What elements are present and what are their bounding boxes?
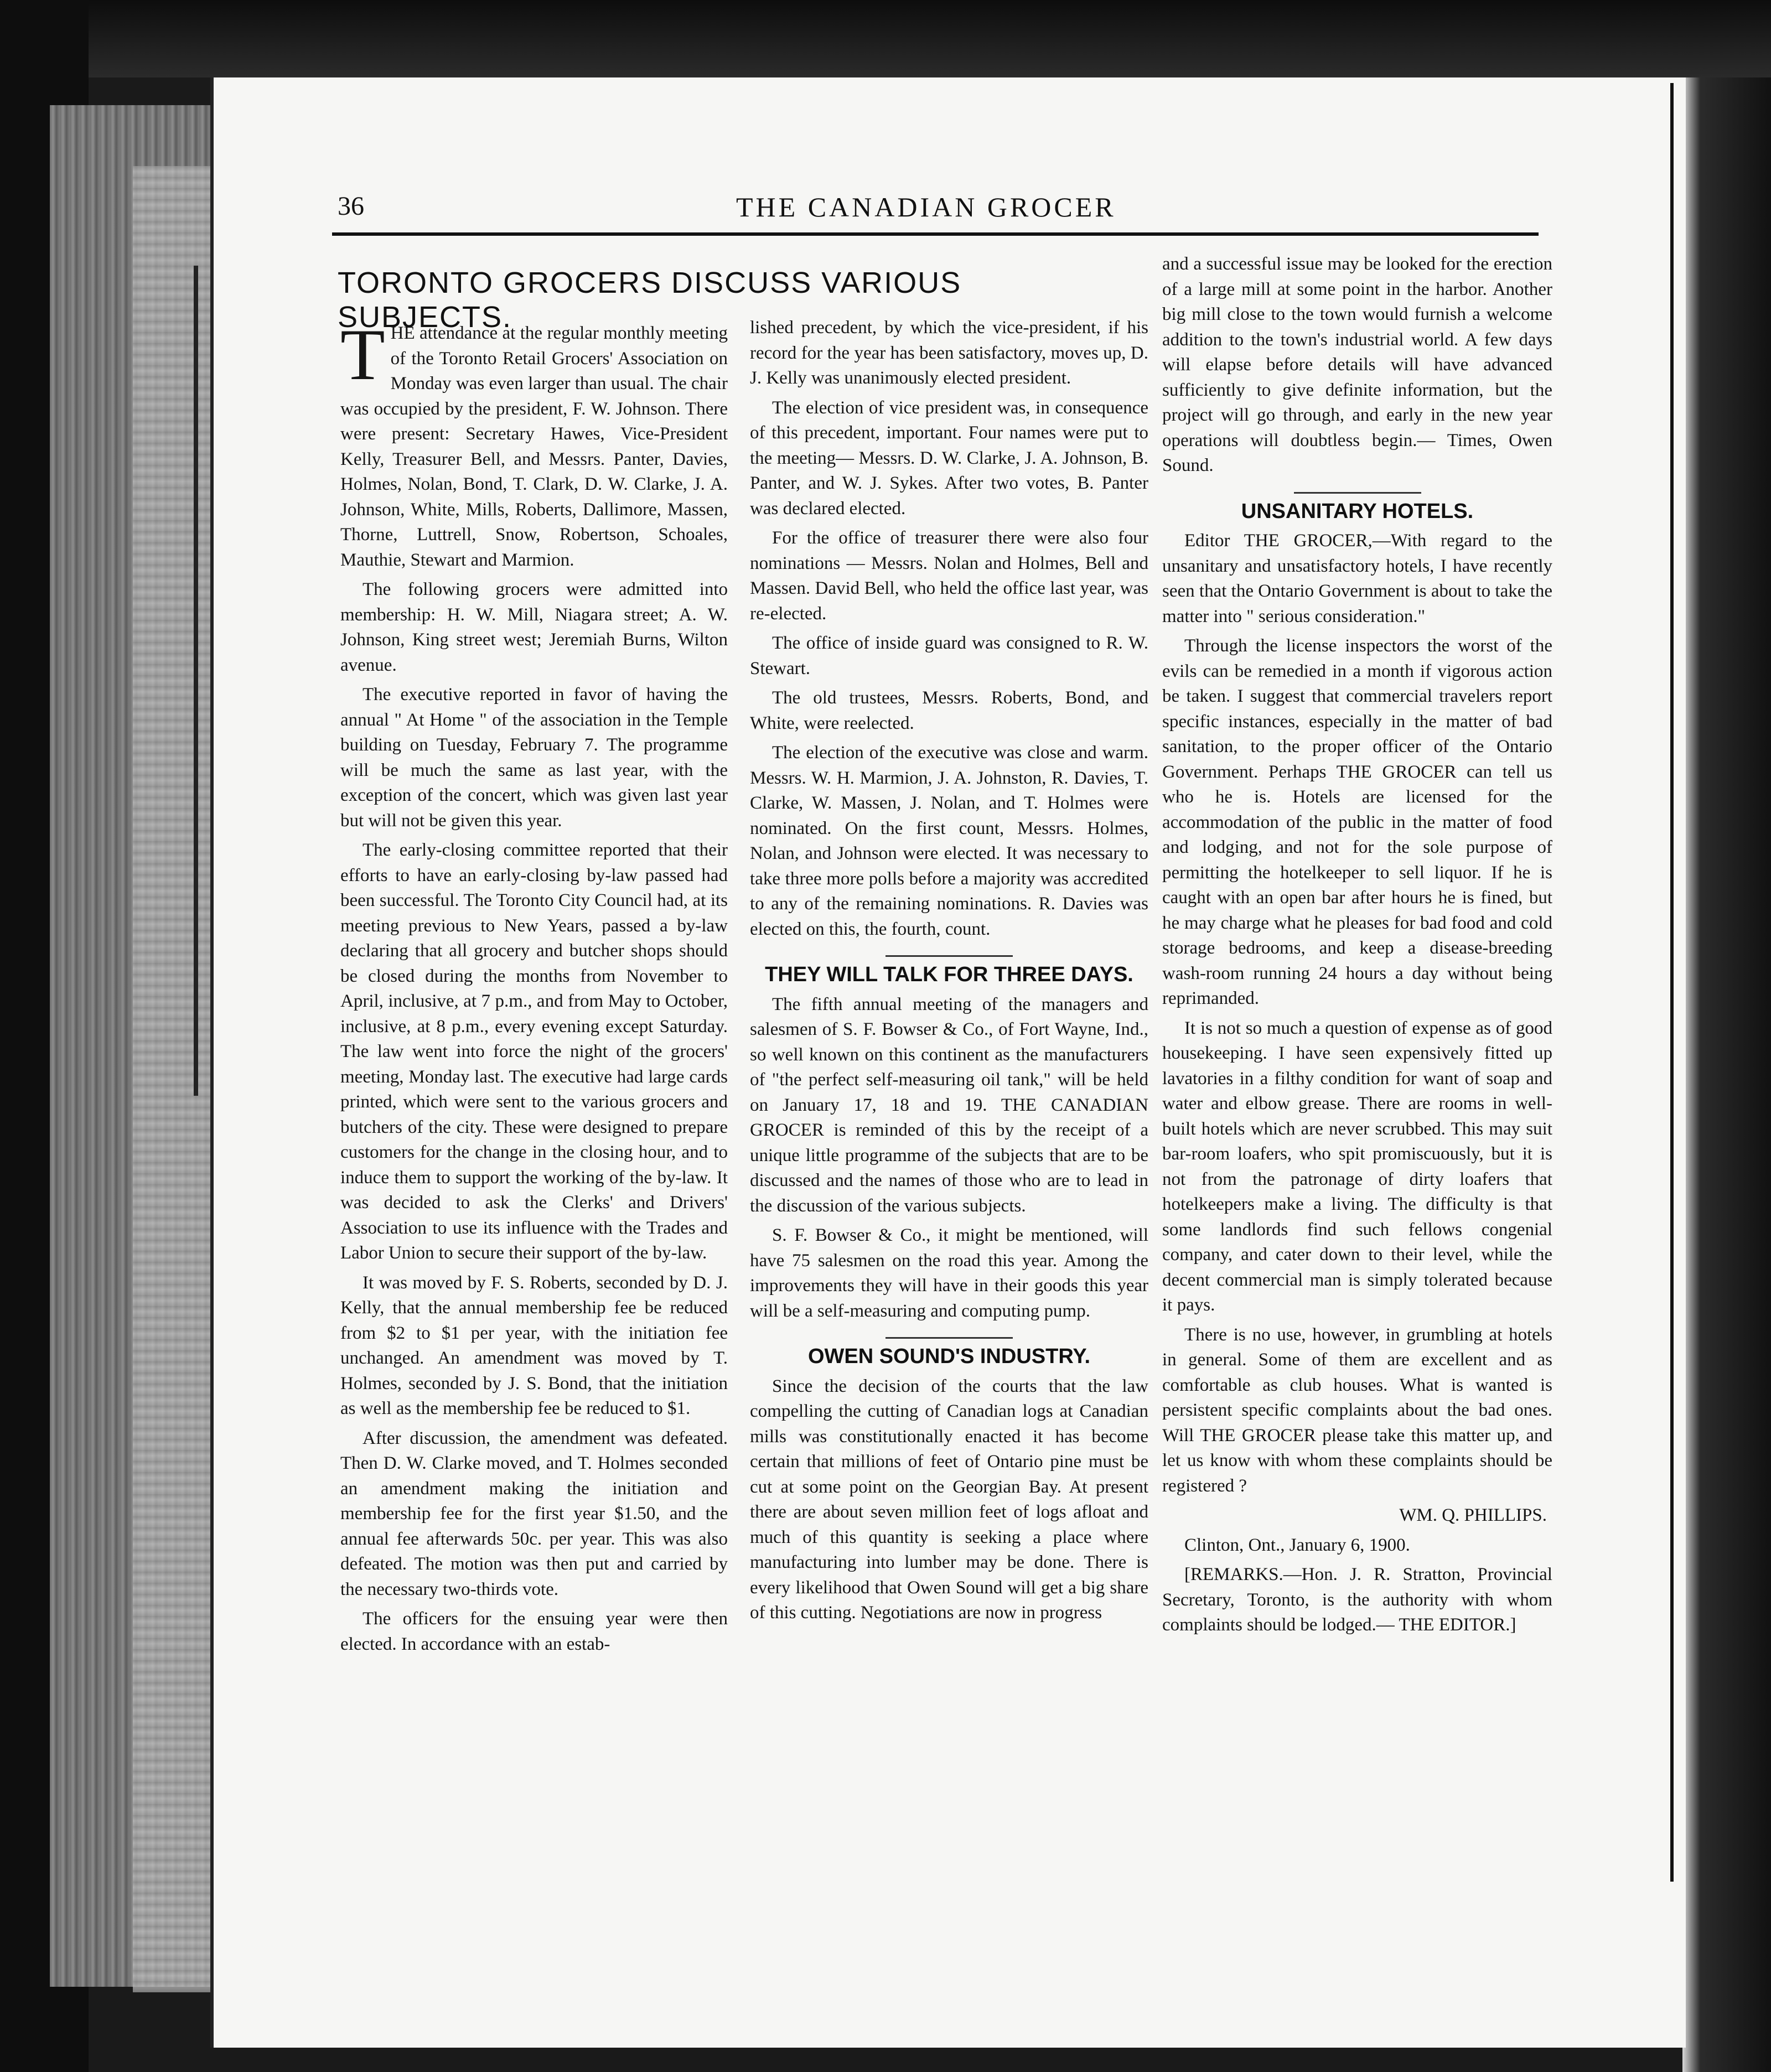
article-paragraph: The following grocers were admitted into membership: H. W. Mill, Niagara street; A. W. Johnson, King street west; Jeremiah Burns, Wilton avenue. (340, 579, 728, 675)
article-paragraph: Editor THE GROCER,—With regard to the unsanitary and unsatisfactory hotels, I have recently seen that the Ontario Government is about to take the matter into " serious consideration." (1162, 531, 1552, 626)
article-paragraph: After discussion, the amendment was defeated. Then D. W. Clarke moved, and T. Holmes seconded an amendment making the initiation and membership fee for the first year $1.50, and the annual fee afterwards 50c. per year. This was also defeated. The motion was then put and carried by the necessary two-thirds vote. (340, 1428, 728, 1599)
article-paragraph: The old trustees, Messrs. Roberts, Bond, and White, were reelected. (750, 688, 1148, 733)
page-right-rule (1670, 83, 1674, 1882)
article-paragraph: S. F. Bowser & Co., it might be mentioned, will have 75 salesmen on the road this year. Among the improvements they will have in their goods this year will be a self-measuring and computing pump. (750, 1225, 1148, 1321)
article-paragraph: It was moved by F. S. Roberts, seconded by D. J. Kelly, that the annual membership fee be reduced from $2 to $1 per year, with the initiation fee unchanged. An amendment was moved by T. Holmes, seconded by J. S. Bond, that the initiation as well as the membership fee be reduced to $1. (340, 1272, 728, 1418)
article-paragraph: The election of the executive was close and warm. Messrs. W. H. Marmion, J. A. Johnston, R. Davies, T. Clarke, W. Massen, J. Nolan, and T. Holmes were nominated. On the first count, Messrs. Holmes, Nolan, and Johnson were elected. It was necessary to take three more polls before a majority was accredited to any of the remaining nominations. R. Davies was elected on this, the fourth, count. (750, 743, 1148, 939)
article-paragraph: Since the decision of the courts that the law compelling the cutting of Canadian logs at Canadian mills was constitutionally enacted it has become certain that millions of feet of Ontario pine must be cut at some point on the Georgian Bay. At present there are about seven million feet of logs afloat and much of this quantity is seeking a place where manufacturing into lumber may be done. There is every likelihood that Owen Sound will get a big share of this cutting. Negotiations are now in progress (750, 1376, 1148, 1623)
letter-signature: WM. Q. PHILLIPS. (1399, 1505, 1547, 1525)
page-number: 36 (338, 191, 364, 221)
article-paragraph: and a successful issue may be looked for the erection of a large mill at some point in the harbor. Another big mill close to the town would furnish a welcome addition to the town's industrial world. A few days will elapse before details will have advanced sufficiently to give definite information, but the project will go through, and early in the new year operations will doubtless begin.— Times, Owen Sound. (1162, 254, 1552, 475)
column-1 (340, 314, 728, 1661)
book-page-edges-inner (133, 166, 210, 1992)
article-paragraph: Through the license inspectors the worst of the evils can be remedied in a month if vigorous action be taken. I suggest that commercial travelers report specific instances, especially in the matter of bad sanitation, to the proper officer of the Ontario Government. Perhaps THE GROCER can tell us who he is. Hotels are licensed for the accommodation of the public in the matter of food and lodging, and not for the sole purpose of permitting the hotelkeeper to sell liquor. If he is caught with an open bar after hours he is fined, but he may charge what he pleases for bad food and cold storage bedrooms, and keep a disease-breeding wash-room running 24 hours a day without being reprimanded. (1162, 636, 1552, 1008)
article-headline-owen-sound: OWEN SOUND'S INDUSTRY. (807, 1345, 1091, 1368)
editor-remarks: [REMARKS.—Hon. J. R. Stratton, Provincial Secretary, Toronto, is the authority with whom complaints should be lodged.— THE EDITOR.] (1162, 1565, 1552, 1635)
scan-top-border (0, 0, 1771, 77)
letter-dateline: Clinton, Ont., January 6, 1900. (1184, 1535, 1410, 1555)
column-3 (1162, 252, 1552, 1643)
article-paragraph: The officers for the ensuing year were then elected. In accordance with an estab- (340, 1609, 728, 1654)
article-headline-three-days: THEY WILL TALK FOR THREE DAYS. (765, 963, 1133, 986)
article-paragraph: The office of inside guard was consigned to R. W. Stewart. (750, 633, 1148, 678)
article-paragraph: The fifth annual meeting of the managers and salesmen of S. F. Bowser & Co., of Fort Wayne, Ind., so well known on this continent as the manufacturers of "the perfect self-measuring oil tank," will be held on January 17, 18 and 19. THE CANADIAN GROCER is reminded of this by the receipt of a unique little programme of the subjects that are to be discussed and the names of those who are to lead in the discussion of the various subjects. (750, 994, 1148, 1216)
article-paragraph: THE attendance at the regular monthly meeting of the Toronto Retail Grocers' Association on Monday was even larger than usual. The chair was occupied by the president, F. W. Johnson. There were present: Secretary Hawes, Vice-President Kelly, Treasurer Bell, and Messrs. Panter, Davies, Holmes, Nolan, Bond, T. Clark, D. W. Clarke, J. A. Johnson, White, Mills, Roberts, Dallimore, Massen, Thorne, Luttrell, Snow, Robertson, Schoales, Mauthie, Stewart and Marmion. (340, 314, 728, 570)
article-headline-toronto-grocers: TORONTO GROCERS DISCUSS VARIOUS SUBJECTS. (338, 266, 962, 334)
section-divider (886, 1337, 1013, 1339)
page-left-rule (194, 266, 198, 1096)
article-paragraph: There is no use, however, in grumbling at hotels in general. Some of them are excellent and as comfortable as club houses. What is wanted is persistent specific complaints about the bad ones. Will THE GROCER please take this matter up, and let us know with whom these complaints should be registered ? (1162, 1324, 1552, 1496)
section-divider (886, 955, 1013, 957)
article-paragraph: The executive reported in favor of having the annual " At Home " of the association in the Temple building on Tuesday, February 7. The programme will be much the same as last year, with the exception of the concert, which was given last year but will not be given this year. (340, 685, 728, 831)
column-2 (750, 315, 1148, 1630)
article-paragraph: The election of vice president was, in consequence of this precedent, important. Four names were put to the meeting— Messrs. D. W. Clarke, J. A. Johnson, B. Panter, and W. J. Sykes. After two votes, B. Panter was declared elected. (750, 397, 1148, 519)
section-divider (1294, 492, 1421, 494)
article-paragraph: lished precedent, by which the vice-president, if his record for the year has been satisfactory, moves up, D. J. Kelly was unanimously elected president. (750, 318, 1148, 388)
header-rule (332, 232, 1539, 236)
article-paragraph: The early-closing committee reported that their efforts to have an early-closing by-law passed had been successful. The Toronto City Council had, at its meeting previous to New Years, passed a by-law declaring that all grocery and butcher shops should be closed during the months from November to April, inclusive, at 7 p.m., and from May to October, inclusive, at 8 p.m., every evening except Saturday. The law went into force the night of the grocers' meeting, Monday last. The executive had large cards printed, which were sent to the various grocers and butchers of the city. These were designed to prepare customers for the change in the closing hour, and to induce them to support the working of the by-law. It was decided to ask the Clerks' and Drivers' Association to use its influence with the Trades and Labor Union to secure their support of the by-law. (340, 840, 728, 1263)
article-paragraph: For the office of treasurer there were also four nominations — Messrs. Nolan and Holmes, Bell and Massen. David Bell, who held the office last year, was re-elected. (750, 528, 1148, 624)
running-title: THE CANADIAN GROCER (736, 191, 1116, 222)
scan-right-border (1682, 77, 1771, 2072)
article-headline-unsanitary-hotels: UNSANITARY HOTELS. (1241, 499, 1474, 523)
article-paragraph: It is not so much a question of expense as of good housekeeping. I have seen expensively fitted up lavatories in a filthy condition for want of soap and water and elbow grease. There are rooms in well-built hotels which are never scrubbed. This may suit bar-room loafers, who spit promiscuously, but it is not from the patronage of dirty loafers that hotelkeepers make a living. The difficulty is that some landlords find such fellows congenial company, and cater down to their level, while the decent commercial man is simply tolerated because it pays. (1162, 1018, 1552, 1315)
